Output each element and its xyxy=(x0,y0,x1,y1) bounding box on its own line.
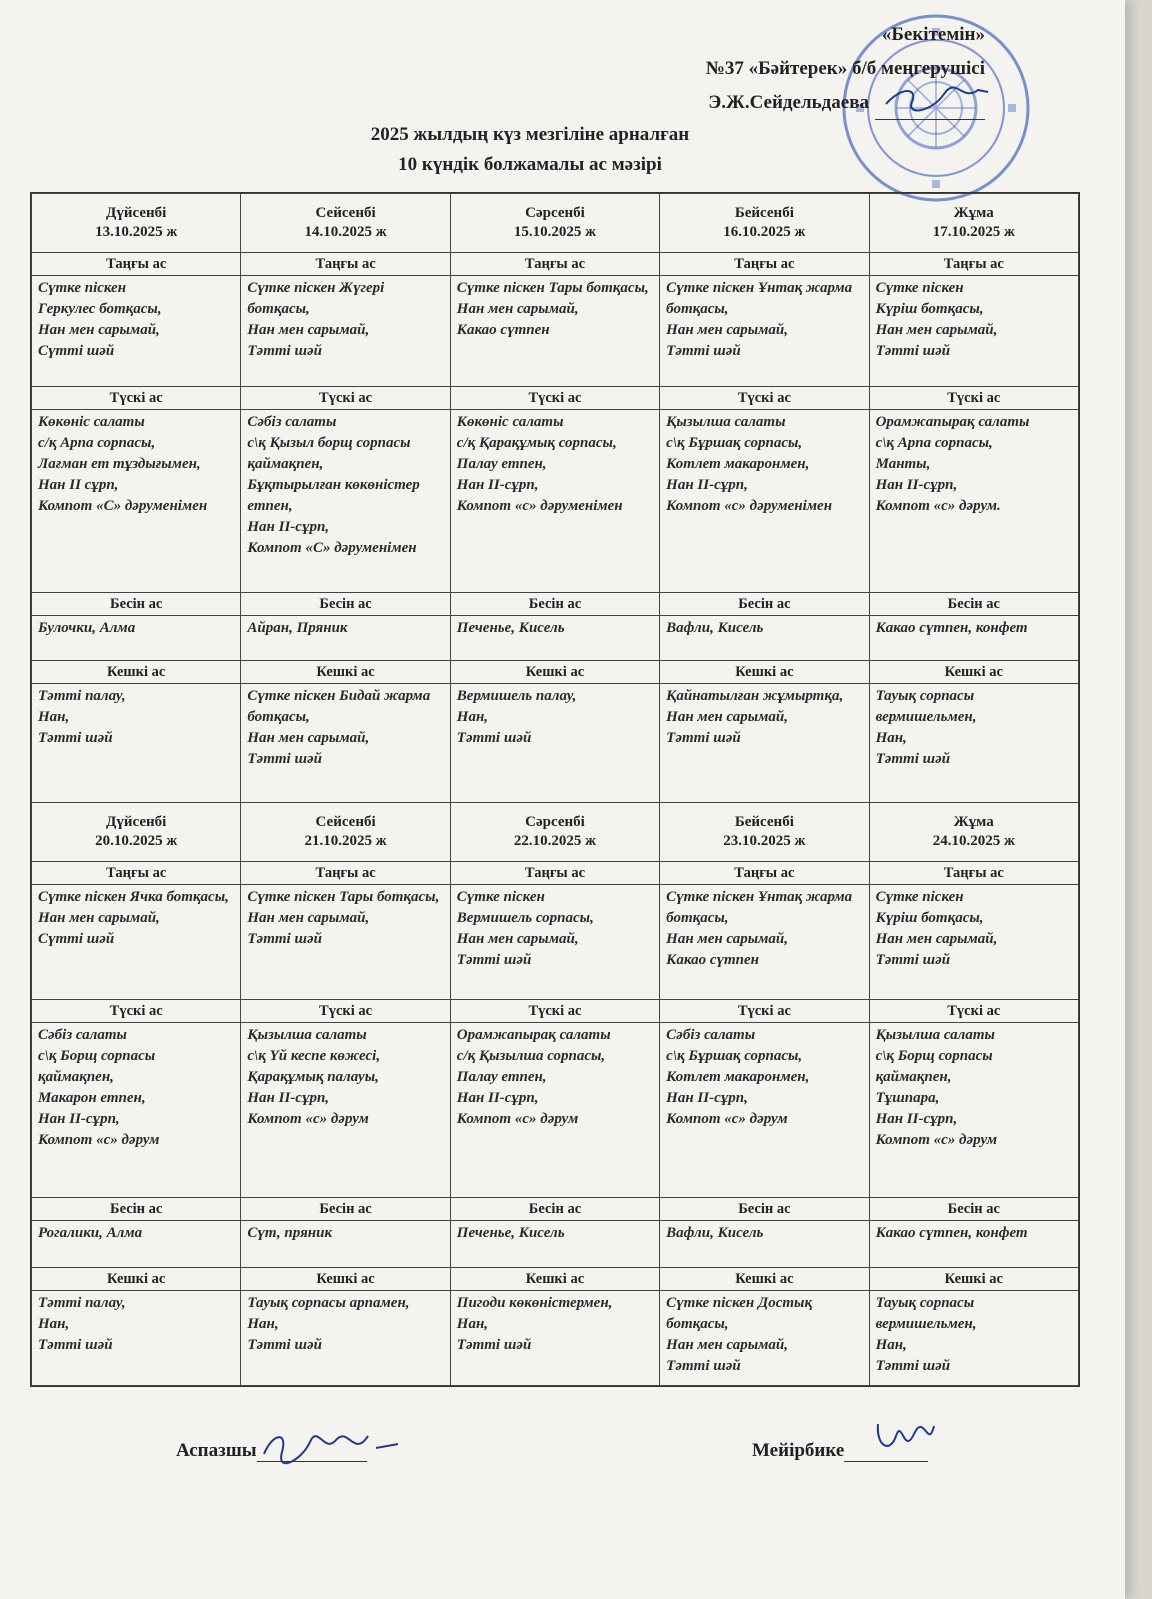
menu-cell: Сүтке піскен Жүгері ботқасы, Нан мен сарымай, Тәтті шәй xyxy=(241,276,450,387)
week1-dinner-row xyxy=(32,684,1079,803)
menu-cell: Печенье, Кисель xyxy=(450,616,659,661)
approval-org: №37 «Бәйтерек» б/б меңгерушісі xyxy=(705,58,985,79)
meal-label: Түскі ас xyxy=(450,387,659,410)
menu-cell: Қызылша салаты с\қ Үй кеспе көжесі, Қарақұмық палауы, Нан II-сұрп, Компот «с» дәрум xyxy=(241,1023,450,1198)
week1-day-2: Сейсенбі 14.10.2025 ж xyxy=(241,194,450,253)
menu-cell: Сәбіз салаты с\қ Борщ сорпасы қаймақпен, Макарон етпен, Нан II-сұрп, Компот «с» дәрум xyxy=(32,1023,241,1198)
meal-label: Кешкі ас xyxy=(450,1268,659,1291)
meal-label: Бесін ас xyxy=(241,593,450,616)
week1-day-5: Жұма 17.10.2025 ж xyxy=(869,194,1078,253)
week2-day-row xyxy=(32,803,1079,862)
meal-label: Бесін ас xyxy=(32,593,241,616)
week1-snack-header xyxy=(32,593,1079,616)
meal-label: Таңғы ас xyxy=(450,862,659,885)
week2-day-1: Дүйсенбі 20.10.2025 ж xyxy=(32,803,241,862)
meal-label: Түскі ас xyxy=(869,1000,1078,1023)
meal-label: Түскі ас xyxy=(32,1000,241,1023)
week1-breakfast-header xyxy=(32,253,1079,276)
week1-lunch-row xyxy=(32,410,1079,593)
approval-name: Э.Ж.Сейдельдаева xyxy=(708,92,869,113)
menu-cell: Тәтті палау, Нан, Тәтті шәй xyxy=(32,1291,241,1386)
week2-dinner-row xyxy=(32,1291,1079,1386)
menu-cell: Орамжапырақ салаты с/қ Қызылша сорпасы, Палау етпен, Нан II-сұрп, Компот «с» дәрум xyxy=(450,1023,659,1198)
meal-label: Бесін ас xyxy=(32,1198,241,1221)
meal-label: Кешкі ас xyxy=(869,661,1078,684)
meal-label: Кешкі ас xyxy=(869,1268,1078,1291)
week2-day-5: Жұма 24.10.2025 ж xyxy=(869,803,1078,862)
menu-cell: Сәбіз салаты с\қ Қызыл борщ сорпасы қаймақпен, Бұқтырылған көкөністер етпен, Нан II-сұрп, Компот «С» дәруменімен xyxy=(241,410,450,593)
menu-cell: Сүтке піскен Ұнтақ жарма ботқасы, Нан мен сарымай, Тәтті шәй xyxy=(660,276,869,387)
week2-dinner-header xyxy=(32,1268,1079,1291)
meal-label: Таңғы ас xyxy=(450,253,659,276)
meal-label: Таңғы ас xyxy=(869,862,1078,885)
meal-label: Түскі ас xyxy=(450,1000,659,1023)
menu-cell: Сүт, пряник xyxy=(241,1221,450,1268)
menu-cell: Сүтке піскен Күріш ботқасы, Нан мен сарымай, Тәтті шәй xyxy=(869,276,1078,387)
menu-cell: Сүтке піскен Достық ботқасы, Нан мен сарымай, Тәтті шәй xyxy=(660,1291,869,1386)
meal-label: Таңғы ас xyxy=(660,253,869,276)
menu-cell: Көкөніс салаты с/қ Қарақұмық сорпасы, Палау етпен, Нан II-сұрп, Компот «с» дәруменімен xyxy=(450,410,659,593)
menu-cell: Печенье, Кисель xyxy=(450,1221,659,1268)
menu-cell: Вафли, Кисель xyxy=(660,1221,869,1268)
meal-label: Бесін ас xyxy=(450,1198,659,1221)
menu-cell: Қызылша салаты с\қ Бұршақ сорпасы, Котлет макаронмен, Нан II-сұрп, Компот «с» дәруменімен xyxy=(660,410,869,593)
menu-cell: Сүтке піскен Ұнтақ жарма ботқасы, Нан мен сарымай, Какао сүтпен xyxy=(660,885,869,1000)
director-signature-icon xyxy=(882,82,992,116)
week1-day-3: Сәрсенбі 15.10.2025 ж xyxy=(450,194,659,253)
approval-label: «Бекітемін» xyxy=(881,24,985,45)
cook-signature-icon xyxy=(258,1424,408,1468)
week1-day-4: Бейсенбі 16.10.2025 ж xyxy=(660,194,869,253)
meal-label: Бесін ас xyxy=(660,1198,869,1221)
menu-table xyxy=(30,192,1080,1387)
week1-day-row xyxy=(32,194,1079,253)
menu-cell: Тауық сорпасы арпамен, Нан, Тәтті шәй xyxy=(241,1291,450,1386)
menu-cell: Көкөніс салаты с/қ Арпа сорпасы, Лағман ет тұздығымен, Нан II сұрп, Компот «С» дәруменімен xyxy=(32,410,241,593)
menu-cell: Сүтке піскен Бидай жарма ботқасы, Нан мен сарымай, Тәтті шәй xyxy=(241,684,450,803)
week1-lunch-header xyxy=(32,387,1079,410)
meal-label: Таңғы ас xyxy=(32,862,241,885)
week2-snack-header xyxy=(32,1198,1079,1221)
meal-label: Таңғы ас xyxy=(241,253,450,276)
week1-day-1: Дүйсенбі 13.10.2025 ж xyxy=(32,194,241,253)
meal-label: Кешкі ас xyxy=(32,661,241,684)
meal-label: Бесін ас xyxy=(869,1198,1078,1221)
document-title xyxy=(0,120,1060,180)
meal-label: Бесін ас xyxy=(660,593,869,616)
meal-label: Кешкі ас xyxy=(660,661,869,684)
week2-lunch-row xyxy=(32,1023,1079,1198)
title-line-2: 10 күндік болжамалы ас мәзірі xyxy=(398,154,662,175)
meal-label: Кешкі ас xyxy=(660,1268,869,1291)
menu-cell: Айран, Пряник xyxy=(241,616,450,661)
meal-label: Таңғы ас xyxy=(660,862,869,885)
menu-cell: Сүтке піскен Геркулес ботқасы, Нан мен сарымай, Сүтті шәй xyxy=(32,276,241,387)
menu-cell: Тауық сорпасы вермишельмен, Нан, Тәтті шәй xyxy=(869,684,1078,803)
menu-cell: Қайнатылған жұмыртқа, Нан мен сарымай, Тәтті шәй xyxy=(660,684,869,803)
week2-breakfast-row xyxy=(32,885,1079,1000)
menu-cell: Вафли, Кисель xyxy=(660,616,869,661)
meal-label: Түскі ас xyxy=(241,1000,450,1023)
week1-snack-row xyxy=(32,616,1079,661)
week2-lunch-header xyxy=(32,1000,1079,1023)
meal-label: Түскі ас xyxy=(241,387,450,410)
menu-cell: Орамжапырақ салаты с\қ Арпа сорпасы, Манты, Нан II-сұрп, Компот «с» дәрум. xyxy=(869,410,1078,593)
meal-label: Кешкі ас xyxy=(450,661,659,684)
menu-cell: Сүтке піскен Тары ботқасы, Нан мен сарымай, Какао сүтпен xyxy=(450,276,659,387)
nurse-label: Мейірбике xyxy=(752,1440,845,1461)
nurse-signature-icon xyxy=(870,1416,940,1462)
meal-label: Түскі ас xyxy=(660,1000,869,1023)
menu-cell: Сәбіз салаты с\қ Бұршақ сорпасы, Котлет макаронмен, Нан II-сұрп, Компот «с» дәрум xyxy=(660,1023,869,1198)
week2-snack-row xyxy=(32,1221,1079,1268)
meal-label: Таңғы ас xyxy=(869,253,1078,276)
menu-cell: Пигоди көкөністермен, Нан, Тәтті шәй xyxy=(450,1291,659,1386)
menu-cell: Рогалики, Алма xyxy=(32,1221,241,1268)
week1-breakfast-row xyxy=(32,276,1079,387)
meal-label: Бесін ас xyxy=(241,1198,450,1221)
menu-cell: Сүтке піскен Тары ботқасы, Нан мен сарымай, Тәтті шәй xyxy=(241,885,450,1000)
menu-cell: Сүтке піскен Вермишель сорпасы, Нан мен сарымай, Тәтті шәй xyxy=(450,885,659,1000)
menu-cell: Сүтке піскен Ячка ботқасы, Нан мен сарымай, Сүтті шәй xyxy=(32,885,241,1000)
menu-cell: Тауық сорпасы вермишельмен, Нан, Тәтті шәй xyxy=(869,1291,1078,1386)
week2-breakfast-header xyxy=(32,862,1079,885)
title-line-1: 2025 жылдың күз мезгіліне арналған xyxy=(370,124,690,145)
menu-cell: Какао сүтпен, конфет xyxy=(869,1221,1078,1268)
meal-label: Түскі ас xyxy=(660,387,869,410)
menu-cell: Булочки, Алма xyxy=(32,616,241,661)
week1-dinner-header xyxy=(32,661,1079,684)
meal-label: Бесін ас xyxy=(869,593,1078,616)
menu-cell: Какао сүтпен, конфет xyxy=(869,616,1078,661)
menu-cell: Қызылша салаты с\қ Борщ сорпасы қаймақпен, Тұшпара, Нан II-сұрп, Компот «с» дәрум xyxy=(869,1023,1078,1198)
meal-label: Бесін ас xyxy=(450,593,659,616)
week2-day-4: Бейсенбі 23.10.2025 ж xyxy=(660,803,869,862)
week2-day-3: Сәрсенбі 22.10.2025 ж xyxy=(450,803,659,862)
menu-cell: Сүтке піскен Күріш ботқасы, Нан мен сарымай, Тәтті шәй xyxy=(869,885,1078,1000)
meal-label: Кешкі ас xyxy=(32,1268,241,1291)
meal-label: Кешкі ас xyxy=(241,1268,450,1291)
week2-day-2: Сейсенбі 21.10.2025 ж xyxy=(241,803,450,862)
meal-label: Түскі ас xyxy=(869,387,1078,410)
meal-label: Түскі ас xyxy=(32,387,241,410)
meal-label: Таңғы ас xyxy=(241,862,450,885)
meal-label: Таңғы ас xyxy=(32,253,241,276)
menu-cell: Тәтті палау, Нан, Тәтті шәй xyxy=(32,684,241,803)
meal-label: Кешкі ас xyxy=(241,661,450,684)
menu-cell: Вермишель палау, Нан, Тәтті шәй xyxy=(450,684,659,803)
cook-label: Аспазшы xyxy=(176,1440,257,1461)
